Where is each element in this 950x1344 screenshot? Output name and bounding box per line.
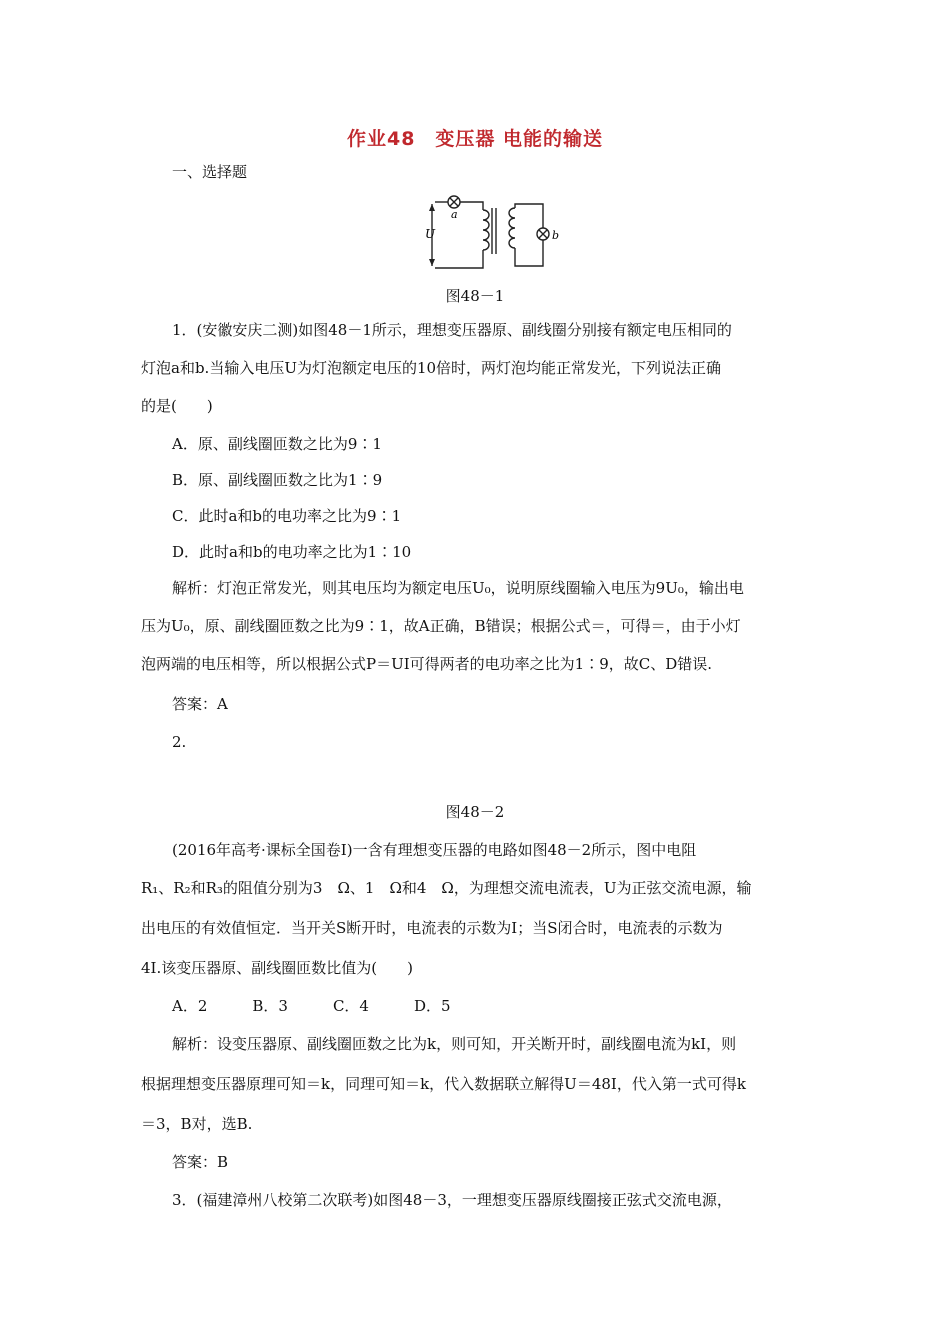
page-title: 作业48 变压器 电能的输送 (346, 128, 604, 150)
q2-stem-line4: 4I.该变压器原、副线圈匝数比值为( ) (141, 959, 413, 977)
q3-stem-line1: 3．(福建漳州八校第二次联考)如图48－3，一理想变压器原线圈接正弦式交流电源， (172, 1191, 732, 1209)
q2-stem-line3: 出电压的有效值恒定．当开关S断开时，电流表的示数为I；当S闭合时，电流表的示数为 (141, 919, 723, 937)
section-heading: 一、选择题 (172, 163, 248, 181)
figure-48-1 (415, 188, 560, 276)
transformer-circuit-diagram (415, 188, 560, 276)
q2-analysis-line1: 解析：设变压器原、副线圈匝数之比为k，则可知，开关断开时，副线圈电流为kI，则 (172, 1035, 737, 1053)
q1-stem-line1: 1．(安徽安庆二测)如图48－1所示，理想变压器原、副线圈分别接有额定电压相同的 (172, 321, 732, 339)
q1-analysis-line2: 压为U₀，原、副线圈匝数之比为9∶1，故A正确，B错误；根据公式＝，可得＝，由于小灯 (141, 617, 741, 635)
q1-stem-line2: 灯泡a和b.当输入电压U为灯泡额定电压的10倍时，两灯泡均能正常发光，下列说法正确 (141, 359, 722, 377)
figure-48-2-caption: 图48－2 (445, 803, 505, 821)
q1-option-c: C．此时a和b的电功率之比为9∶1 (172, 507, 402, 525)
figure-48-1-caption: 图48－1 (445, 287, 505, 305)
q2-answer: 答案：B (172, 1153, 229, 1171)
bulb-a-label: a (451, 208, 458, 221)
q1-analysis-line1: 解析：灯泡正常发光，则其电压均为额定电压U₀，说明原线圈输入电压为9U₀，输出电 (172, 579, 744, 597)
q1-analysis-line3: 泡两端的电压相等，所以根据公式P＝UI可得两者的电功率之比为1∶9，故C、D错误. (141, 655, 713, 673)
q1-option-b: B．原、副线圈匝数之比为1∶9 (172, 471, 383, 489)
q1-option-a: A．原、副线圈匝数之比为9∶1 (172, 435, 382, 453)
q2-stem-line1: (2016年高考·课标全国卷Ⅰ)一含有理想变压器的电路如图48－2所示，图中电阻 (172, 841, 697, 859)
q2-stem-line2: R₁、R₂和R₃的阻值分别为3 Ω、1 Ω和4 Ω，为理想交流电流表，U为正弦交流电源，输 (141, 879, 752, 897)
q1-stem-line3: 的是( ) (141, 397, 213, 415)
q2-options: A．2 B．3 C．4 D．5 (172, 997, 451, 1015)
q2-number: 2. (172, 733, 187, 751)
voltage-label: U (425, 227, 436, 241)
bulb-b-label: b (552, 229, 560, 242)
q2-analysis-line2: 根据理想变压器原理可知＝k，同理可知＝k，代入数据联立解得U＝48I，代入第一式可得k (141, 1075, 746, 1093)
q1-option-d: D．此时a和b的电功率之比为1∶10 (172, 543, 412, 561)
q2-analysis-line3: ＝3，B对，选B. (141, 1115, 253, 1133)
q1-answer: 答案：A (172, 695, 228, 713)
